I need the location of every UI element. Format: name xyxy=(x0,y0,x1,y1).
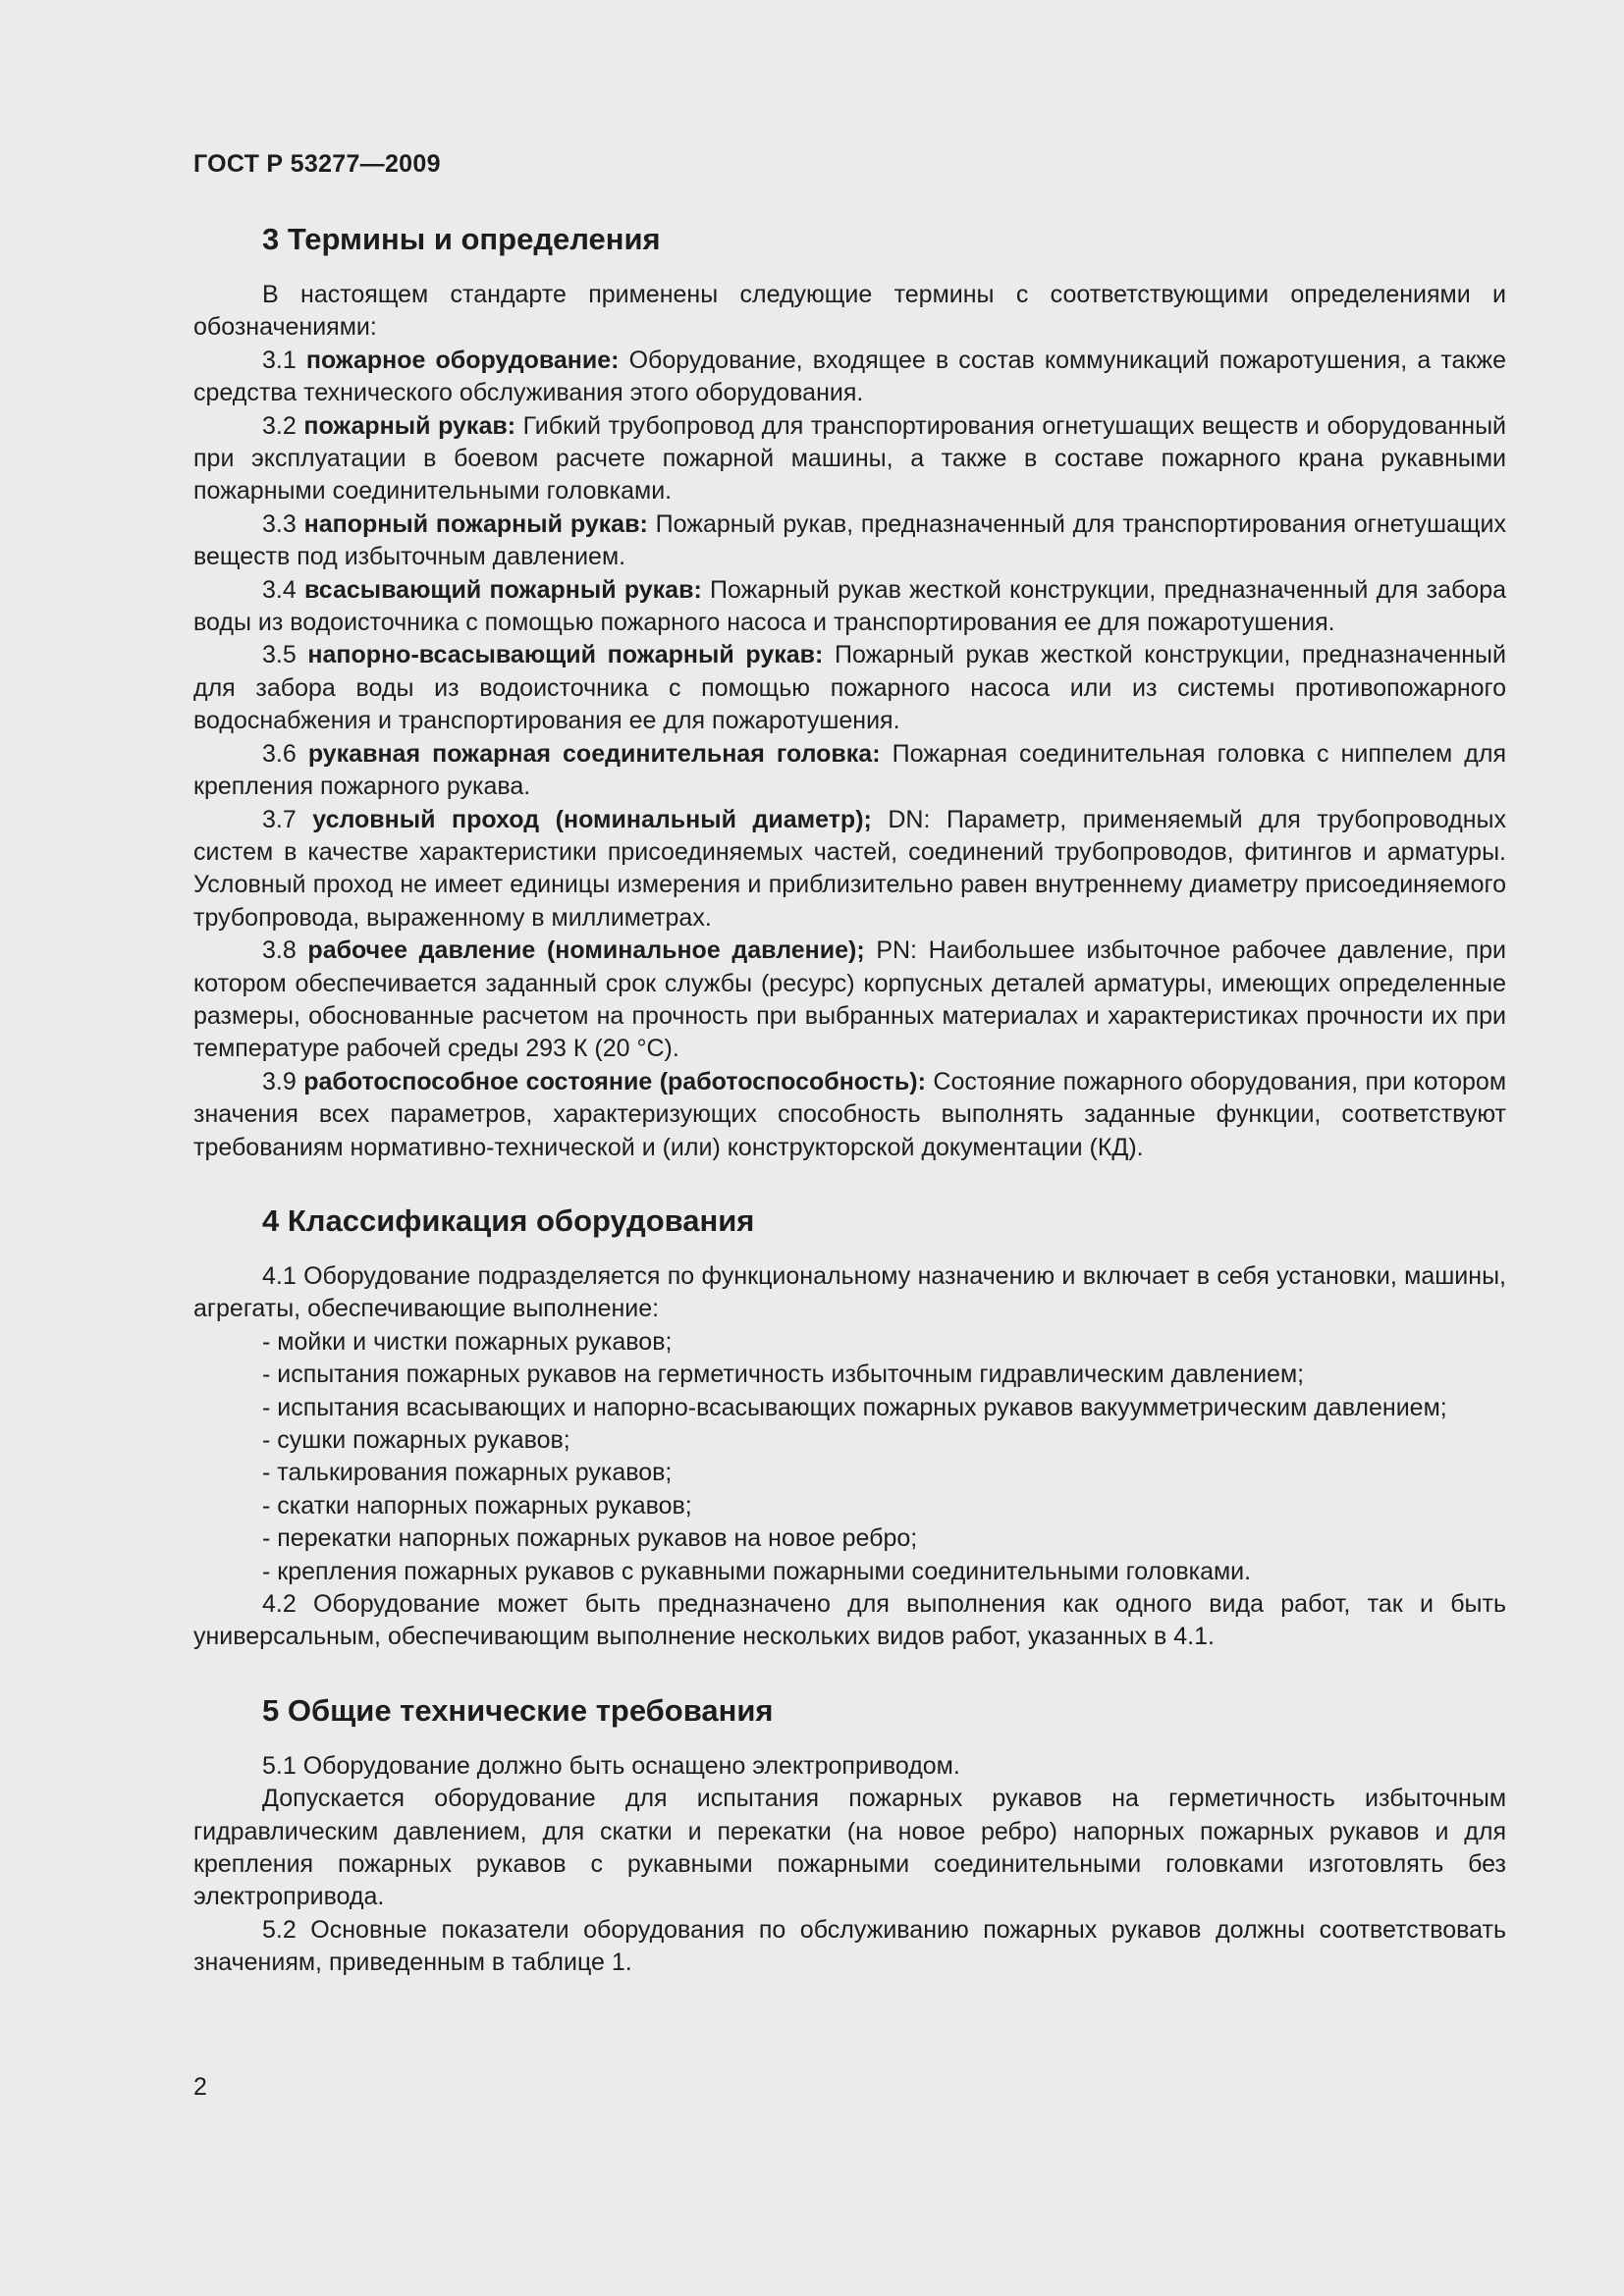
term-3-7: 3.7 условный проход (номинальный диаметр); DN: Параметр, применяемый для трубопроводных систем в качестве характеристики присоединяемых частей, соединений трубопроводов, фитингов и арматуры. Условный проход не имеет единицы измерения и приблизительно равен внутреннему диаметру присоединяемого трубопровода, выраженному в миллиметрах. xyxy=(193,805,1506,932)
term-definition: Гибкий трубопровод для транспортирования огнетушащих веществ и оборудованный при эксплуатации в боевом расчете пожарной машины, а также в составе пожарного крана рукавными пожарными соединительными головками. xyxy=(193,411,1507,506)
section-5-body xyxy=(193,1750,1506,1980)
clause-4-2: 4.2 Оборудование может быть предназначено для выполнения как одного вида работ, так и быть универсальным, обеспечивающим выполнение нескольких видов работ, указанных в 4.1. xyxy=(193,1590,1506,1651)
list-item: - талькирования пожарных рукавов; xyxy=(262,1459,673,1487)
term-3-6: 3.6 рукавная пожарная соединительная головка: Пожарная соединительная головка с ниппелем для крепления пожарного рукава. xyxy=(193,739,1506,801)
section-3-intro: В настоящем стандарте применены следующие термины с соответствующими определениями и обозначениями: xyxy=(193,281,1506,342)
list-item: - скатки напорных пожарных рукавов; xyxy=(262,1491,692,1520)
term-name: пожарный рукав: xyxy=(303,411,516,440)
clause-4-1: 4.1 Оборудование подразделяется по функциональному назначению и включает в себя установки, машины, агрегаты, обеспечивающие выполнение: xyxy=(193,1261,1506,1323)
list-item: - перекатки напорных пожарных рукавов на новое ребро; xyxy=(262,1524,918,1553)
term-name: рабочее давление (номинальное давление); xyxy=(307,936,865,965)
section-3-title: 3 Термины и определения xyxy=(262,222,661,256)
term-3-2: 3.2 пожарный рукав: Гибкий трубопровод для транспортирования огнетушащих веществ и оборудованный при эксплуатации в боевом расчете пожарной машины, а также в составе пожарного крана рукавными пожарными соединительными головками. xyxy=(193,411,1507,506)
term-definition: Пожарный рукав жесткой конструкции, предназначенный для забора воды из водоисточника с помощью пожарного насоса и транспортирования ее для пожаротушения. xyxy=(193,575,1506,637)
list-item: - испытания всасывающих и напорно-всасывающих пожарных рукавов вакуумметрическим давлением; xyxy=(262,1393,1447,1421)
term-definition: Пожарный рукав, предназначенный для транспортирования огнетушащих веществ под избыточным давлением. xyxy=(193,509,1506,571)
term-3-8: 3.8 рабочее давление (номинальное давление); PN: Наибольшее избыточное рабочее давление, при котором обеспечивается заданный срок службы (ресурс) корпусных деталей арматуры, имеющих определенные размеры, обоснованные расчетом на прочность при выбранных материалах и характеристиках прочности их при температуре рабочей среды 293 К (20 °С). xyxy=(193,936,1506,1063)
page-number: 2 xyxy=(193,2073,207,2101)
term-definition: PN: Наибольшее избыточное рабочее давление, при котором обеспечивается заданный срок службы (ресурс) корпусных деталей арматуры, имеющих определенные размеры, обоснованные расчетом на прочность при выбранных материалах и характеристиках прочности их при температуре рабочей среды 293 К (20 °С). xyxy=(193,936,1506,1063)
document-code: ГОСТ Р 53277—2009 xyxy=(193,150,441,178)
term-name: пожарное оборудование: xyxy=(305,346,620,374)
term-name: напорный пожарный рукав: xyxy=(303,509,648,538)
document-page xyxy=(193,147,1506,1980)
term-definition: DN: Параметр, применяемый для трубопроводных систем в качестве характеристики присоединяемых частей, соединений трубопроводов, фитингов и арматуры. Условный проход не имеет единицы измерения и приблизительно равен внутреннему диаметру присоединяемого трубопровода, выраженному в миллиметрах. xyxy=(193,805,1506,932)
term-name: всасывающий пожарный рукав: xyxy=(304,575,702,604)
term-3-5: 3.5 напорно-всасывающий пожарный рукав: Пожарный рукав жесткой конструкции, предназначенный для забора воды из водоисточника с помощью пожарного насоса или из системы противопожарного водоснабжения и транспортирования ее для пожаротушения. xyxy=(193,641,1506,735)
term-definition: Оборудование, входящее в состав коммуникаций пожаротушения, а также средства технического обслуживания этого оборудования. xyxy=(193,346,1506,407)
term-name: рукавная пожарная соединительная головка: xyxy=(307,739,881,768)
term-3-9: 3.9 работоспособное состояние (работоспособность): Состояние пожарного оборудования, при котором значения всех параметров, характеризующих способность выполнять заданные функции, соответствуют требованиям нормативно-технической и (или) конструкторской документации (КД). xyxy=(193,1067,1507,1161)
term-3-1: 3.1 пожарное оборудование: Оборудование, входящее в состав коммуникаций пожаротушения, а также средства технического обслуживания этого оборудования. xyxy=(193,346,1506,407)
section-4-body xyxy=(193,1260,1506,1654)
term-name: работоспособное состояние (работоспособность): xyxy=(303,1067,926,1095)
section-5-title: 5 Общие технические требования xyxy=(262,1692,774,1728)
list-item: - крепления пожарных рукавов с рукавными пожарными соединительными головками. xyxy=(262,1557,1252,1585)
term-3-4: 3.4 всасывающий пожарный рукав: Пожарный рукав жесткой конструкции, предназначенный для забора воды из водоисточника с помощью пожарного насоса и транспортирования ее для пожаротушения. xyxy=(193,575,1506,637)
section-3-body xyxy=(193,279,1506,1164)
clause-5-1: 5.1 Оборудование должно быть оснащено электроприводом. xyxy=(262,1751,960,1780)
term-3-3: 3.3 напорный пожарный рукав: Пожарный рукав, предназначенный для транспортирования огнетушащих веществ под избыточным давлением. xyxy=(193,509,1506,571)
term-definition: Пожарный рукав жесткой конструкции, предназначенный для забора воды из водоисточника с помощью пожарного насоса или из системы противопожарного водоснабжения и транспортирования ее для пожаротушения. xyxy=(193,641,1506,735)
term-definition: Пожарная соединительная головка с ниппелем для крепления пожарного рукава. xyxy=(193,739,1506,801)
term-definition: Состояние пожарного оборудования, при котором значения всех параметров, характеризующих способность выполнять заданные функции, соответствуют требованиям нормативно-технической и (или) конструкторской документации (КД). xyxy=(193,1067,1507,1161)
clause-5-1-note: Допускается оборудование для испытания пожарных рукавов на герметичность избыточным гидравлическим давлением, для скатки и перекатки (на новое ребро) напорных пожарных рукавов и для крепления пожарных рукавов с рукавными пожарными соединительными головками изготовлять без электропривода. xyxy=(193,1785,1506,1911)
term-name: напорно-всасывающий пожарный рукав: xyxy=(307,641,824,669)
section-4-title: 4 Классификация оборудования xyxy=(262,1202,755,1238)
clause-5-2: 5.2 Основные показатели оборудования по обслуживанию пожарных рукавов должны соответствовать значениям, приведенным в таблице 1. xyxy=(193,1915,1506,1977)
list-item: - мойки и чистки пожарных рукавов; xyxy=(262,1327,673,1356)
list-item: - испытания пожарных рукавов на герметичность избыточным гидравлическим давлением; xyxy=(262,1361,1305,1389)
list-item: - сушки пожарных рукавов; xyxy=(262,1426,570,1454)
term-name: условный проход (номинальный диаметр); xyxy=(312,805,872,833)
